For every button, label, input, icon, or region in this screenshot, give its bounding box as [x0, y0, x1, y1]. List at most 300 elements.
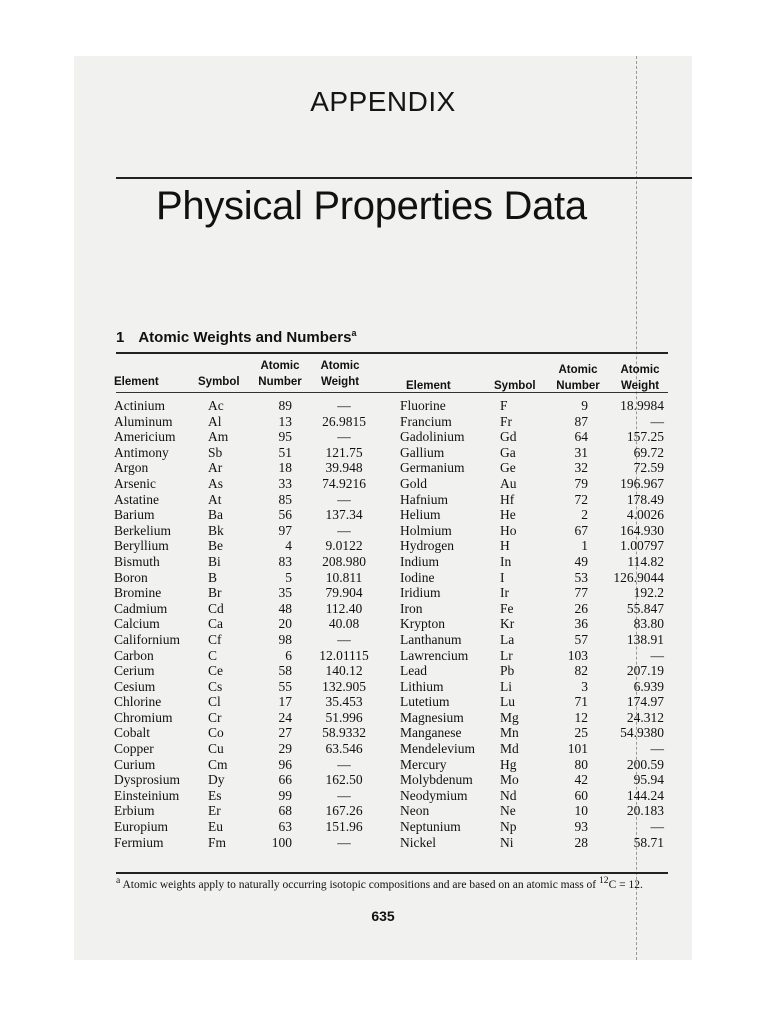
element-symbol-cell: B [208, 569, 218, 585]
atomic-number-cell: 58 [278, 663, 292, 679]
atomic-number-cell: 79 [574, 475, 588, 491]
element-symbol-cell: Fe [500, 600, 514, 616]
atomic-number-cell: 66 [278, 772, 292, 788]
footnote-isotope-mass: 12 [599, 875, 609, 886]
table-row [114, 414, 386, 430]
element-name-cell: Nickel [400, 834, 436, 850]
atomic-number-cell: 33 [278, 475, 292, 491]
table-row [114, 803, 386, 819]
atomic-number-cell: 18 [278, 460, 292, 476]
atomic-number-cell: 17 [278, 694, 292, 710]
table-row [114, 772, 386, 788]
atomic-weight-cell: 10.811 [325, 569, 363, 585]
atomic-number-cell: 96 [278, 756, 292, 772]
atomic-number-cell: 71 [574, 694, 588, 710]
element-name-cell: Calcium [114, 616, 160, 632]
element-name-cell: Beryllium [114, 538, 169, 554]
footnote-text: Atomic weights apply to naturally occurring isotopic compositions and are based on an atomic mass of [120, 878, 600, 891]
element-symbol-cell: F [500, 398, 508, 413]
atomic-weight-cell: 83.80 [633, 616, 664, 632]
element-name-cell: Einsteinium [114, 787, 180, 803]
header-rule [116, 392, 668, 393]
atomic-weight-cell: — [650, 819, 664, 835]
atomic-number-cell: 42 [574, 772, 588, 788]
element-symbol-cell: Mg [500, 709, 519, 725]
footnote-text-end: C = 12. [608, 878, 643, 891]
atomic-weight-cell: 162.50 [325, 772, 363, 788]
element-name-cell: Krypton [400, 616, 445, 632]
atomic-weight-cell: 114.82 [627, 553, 664, 569]
table-row [400, 616, 666, 632]
element-name-cell: Magnesium [400, 709, 464, 725]
table-row [400, 460, 666, 476]
element-symbol-cell: Lr [500, 647, 513, 663]
element-name-cell: Neodymium [400, 787, 468, 803]
header-atomic-weight-left: Atomic Weight [320, 360, 360, 388]
atomic-weight-cell: — [337, 756, 351, 772]
element-name-cell: Bismuth [114, 553, 160, 569]
element-symbol-cell: Es [208, 787, 222, 803]
table-row [400, 476, 666, 492]
atomic-weight-cell: 95.94 [633, 772, 664, 788]
table-row [114, 694, 386, 710]
atomic-weight-cell: — [650, 413, 664, 429]
atomic-number-cell: 53 [574, 569, 588, 585]
atomic-number-cell: 31 [574, 444, 588, 460]
atomic-weight-cell: 26.9815 [322, 413, 366, 429]
atomic-weight-cell: 35.453 [325, 694, 363, 710]
atomic-number-cell: 93 [574, 819, 588, 835]
element-name-cell: Lawrencium [400, 647, 469, 663]
atomic-weight-cell: — [337, 491, 351, 507]
header-symbol-left: Symbol [198, 376, 240, 388]
element-symbol-cell: Fm [208, 834, 227, 850]
element-name-cell: Dysprosium [114, 772, 181, 788]
atomic-number-cell: 5 [285, 569, 292, 585]
atomic-number-cell: 36 [574, 616, 588, 632]
table-row [114, 616, 386, 632]
element-symbol-cell: C [208, 647, 218, 663]
element-symbol-cell: Lu [500, 694, 515, 710]
table-row [400, 523, 666, 539]
element-name-cell: Carbon [114, 647, 154, 663]
atomic-weight-cell: 40.08 [328, 616, 360, 632]
atomic-number-cell: 3 [581, 678, 588, 694]
element-symbol-cell: Am [208, 429, 229, 445]
element-symbol-cell: As [208, 475, 224, 491]
atomic-number-cell: 77 [574, 585, 588, 601]
atomic-number-cell: 98 [278, 631, 292, 647]
atomic-weight-cell: 151.96 [325, 819, 363, 835]
table-row [114, 492, 386, 508]
table-row [400, 648, 666, 664]
table-row [114, 429, 386, 445]
atomic-number-cell: 4 [285, 538, 292, 554]
element-symbol-cell: Ge [500, 460, 516, 476]
atomic-weight-cell: 20.183 [626, 803, 664, 819]
element-symbol-cell: Ni [500, 834, 514, 850]
element-name-cell: Americium [114, 429, 176, 445]
element-symbol-cell: Er [208, 803, 221, 819]
atomic-number-cell: 82 [574, 663, 588, 679]
atomic-number-cell: 49 [574, 553, 588, 569]
atomic-weight-cell: 157.25 [626, 429, 664, 445]
header-symbol-right: Symbol [494, 380, 536, 392]
element-symbol-cell: Ir [500, 585, 509, 601]
atomic-weight-cell: — [650, 647, 664, 663]
atomic-weight-cell: 1.00797 [620, 538, 664, 554]
table-row [400, 663, 666, 679]
atomic-number-cell: 13 [278, 413, 292, 429]
element-symbol-cell: Ne [500, 803, 516, 819]
atomic-number-cell: 60 [574, 787, 588, 803]
element-symbol-cell: Md [500, 741, 519, 757]
element-symbol-cell: I [500, 569, 505, 585]
page-title: Physical Properties Data [156, 184, 587, 228]
atomic-weight-cell: 144.24 [626, 787, 664, 803]
table-row [400, 429, 666, 445]
atomic-number-cell: 83 [278, 553, 292, 569]
table-row [400, 585, 666, 601]
atomic-number-cell: 6 [285, 647, 292, 663]
atomic-number-cell: 12 [574, 709, 588, 725]
atomic-number-cell: 56 [278, 507, 292, 523]
element-symbol-cell: Cs [208, 678, 223, 694]
atomic-number-cell: 99 [278, 787, 292, 803]
element-symbol-cell: Cm [208, 756, 228, 772]
atomic-weight-cell: — [337, 522, 351, 538]
table-row [114, 663, 386, 679]
atomic-number-cell: 80 [574, 756, 588, 772]
atomic-number-cell: 9 [581, 398, 588, 413]
element-name-cell: Mercury [400, 756, 447, 772]
atomic-weight-cell: 6.939 [633, 678, 664, 694]
atomic-weight-cell: 63.546 [325, 741, 363, 757]
element-symbol-cell: Cl [208, 694, 221, 710]
element-symbol-cell: Hg [500, 756, 517, 772]
atomic-weight-cell: 126.9044 [613, 569, 664, 585]
table-row [400, 710, 666, 726]
table-row [400, 694, 666, 710]
element-name-cell: Francium [400, 413, 452, 429]
table-row [400, 398, 666, 414]
atomic-weight-cell: — [337, 787, 351, 803]
table-row [114, 725, 386, 741]
element-symbol-cell: Kr [500, 616, 515, 632]
table-row [114, 445, 386, 461]
table-row [114, 398, 386, 414]
element-name-cell: Neon [400, 803, 430, 819]
element-name-cell: Californium [114, 631, 180, 647]
header-atomic-number-left: Atomic Number [258, 360, 302, 388]
table-row [114, 601, 386, 617]
atomic-number-cell: 20 [278, 616, 292, 632]
footnote-marker: a [116, 875, 121, 886]
atomic-weight-cell: 74.9216 [322, 475, 366, 491]
atomic-weight-cell: 112.40 [325, 600, 363, 616]
element-name-cell: Berkelium [114, 522, 171, 538]
table-row [114, 523, 386, 539]
element-name-cell: Manganese [400, 725, 462, 741]
table-row [114, 648, 386, 664]
element-symbol-cell: Hf [500, 491, 515, 507]
atomic-number-cell: 97 [278, 522, 292, 538]
table-row [114, 819, 386, 835]
atomic-number-cell: 55 [278, 678, 292, 694]
atomic-number-cell: 35 [278, 585, 292, 601]
header-atomic-number-right: Atomic Number [556, 364, 600, 392]
element-symbol-cell: H [500, 538, 510, 554]
atomic-weight-cell: 12.01115 [319, 647, 369, 663]
table-row [114, 757, 386, 773]
element-name-cell: Hafnium [400, 491, 448, 507]
element-name-cell: Boron [114, 569, 148, 585]
atomic-weight-cell: 208.980 [322, 553, 366, 569]
element-symbol-cell: Li [500, 678, 512, 694]
element-symbol-cell: Dy [208, 772, 225, 788]
atomic-weight-cell: 58.71 [633, 834, 664, 850]
atomic-number-cell: 87 [574, 413, 588, 429]
section-heading [116, 328, 356, 346]
element-name-cell: Lithium [400, 678, 444, 694]
atomic-number-cell: 85 [278, 491, 292, 507]
atomic-weight-cell: 200.59 [626, 756, 664, 772]
element-symbol-cell: Bi [208, 553, 221, 569]
atomic-number-cell: 95 [278, 429, 292, 445]
element-name-cell: Germanium [400, 460, 465, 476]
atomic-number-cell: 2 [581, 507, 588, 523]
table-row [400, 757, 666, 773]
atomic-weight-cell: 69.72 [633, 444, 664, 460]
element-symbol-cell: Fr [500, 413, 513, 429]
atomic-weight-cell: 167.26 [325, 803, 363, 819]
element-name-cell: Cadmium [114, 600, 168, 616]
element-name-cell: Arsenic [114, 475, 156, 491]
atomic-weight-cell: — [337, 631, 351, 647]
atomic-table-left [114, 398, 386, 850]
element-name-cell: Holmium [400, 522, 452, 538]
element-symbol-cell: Mn [500, 725, 519, 741]
atomic-number-cell: 57 [574, 631, 588, 647]
atomic-number-cell: 72 [574, 491, 588, 507]
element-symbol-cell: Co [208, 725, 224, 741]
atomic-weight-cell: 121.75 [325, 444, 363, 460]
atomic-weight-cell: 79.904 [325, 585, 363, 601]
atomic-weight-cell: — [337, 429, 351, 445]
atomic-number-cell: 101 [567, 741, 588, 757]
element-name-cell: Iridium [400, 585, 441, 601]
table-row [114, 460, 386, 476]
element-symbol-cell: Ce [208, 663, 223, 679]
table-row [400, 538, 666, 554]
element-symbol-cell: Np [500, 819, 517, 835]
atomic-number-cell: 68 [278, 803, 292, 819]
element-name-cell: Helium [400, 507, 441, 523]
atomic-weight-cell: 18.9984 [620, 398, 664, 413]
atomic-weight-cell: 164.930 [620, 522, 664, 538]
atomic-weight-cell: — [650, 741, 664, 757]
element-symbol-cell: Nd [500, 787, 517, 803]
element-symbol-cell: Ac [208, 398, 224, 413]
document-page [74, 56, 692, 960]
table-row [114, 507, 386, 523]
table-row [400, 570, 666, 586]
table-row [400, 492, 666, 508]
atomic-number-cell: 48 [278, 600, 292, 616]
element-symbol-cell: Ca [208, 616, 223, 632]
table-row [400, 788, 666, 804]
table-row [400, 414, 666, 430]
section-number: 1 [116, 329, 125, 346]
element-name-cell: Fermium [114, 834, 164, 850]
element-symbol-cell: Ba [208, 507, 223, 523]
atomic-weight-cell: 72.59 [633, 460, 664, 476]
atomic-weight-cell: 137.34 [325, 507, 363, 523]
atomic-weight-cell: 132.905 [322, 678, 366, 694]
table-row [114, 788, 386, 804]
element-symbol-cell: Ga [500, 444, 516, 460]
element-name-cell: Gold [400, 475, 427, 491]
atomic-number-cell: 10 [574, 803, 588, 819]
page-number: 635 [371, 908, 395, 924]
section-footnote-marker: a [351, 328, 357, 338]
atomic-number-cell: 32 [574, 460, 588, 476]
element-name-cell: Gadolinium [400, 429, 465, 445]
atomic-weight-cell: 4.0026 [626, 507, 664, 523]
section-rule [116, 352, 668, 354]
table-row [400, 507, 666, 523]
atomic-weight-cell: 192.2 [633, 585, 664, 601]
element-name-cell: Iodine [400, 569, 435, 585]
element-name-cell: Antimony [114, 444, 169, 460]
element-symbol-cell: Cr [208, 709, 222, 725]
atomic-number-cell: 1 [581, 538, 588, 554]
element-symbol-cell: He [500, 507, 516, 523]
element-name-cell: Neptunium [400, 819, 461, 835]
atomic-number-cell: 29 [278, 741, 292, 757]
atomic-number-cell: 25 [574, 725, 588, 741]
element-name-cell: Indium [400, 553, 439, 569]
table-row [400, 632, 666, 648]
element-name-cell: Barium [114, 507, 155, 523]
atomic-weight-cell: 51.996 [325, 709, 363, 725]
title-rule [116, 177, 692, 179]
element-name-cell: Gallium [400, 444, 445, 460]
header-element-left: Element [114, 376, 159, 388]
atomic-number-cell: 64 [574, 429, 588, 445]
element-name-cell: Curium [114, 756, 156, 772]
table-row [114, 679, 386, 695]
table-row [400, 679, 666, 695]
table-row [400, 835, 666, 851]
element-name-cell: Cobalt [114, 725, 150, 741]
appendix-label: APPENDIX [310, 86, 456, 117]
header-element-right: Element [406, 380, 451, 392]
element-symbol-cell: Ar [208, 460, 223, 476]
table-row [400, 554, 666, 570]
element-symbol-cell: Ho [500, 522, 517, 538]
table-row [400, 725, 666, 741]
atomic-table-right [400, 398, 666, 850]
element-name-cell: Bromine [114, 585, 162, 601]
atomic-number-cell: 27 [278, 725, 292, 741]
footnote [116, 874, 682, 892]
element-name-cell: Lanthanum [400, 631, 462, 647]
atomic-number-cell: 89 [278, 398, 292, 413]
atomic-weight-cell: — [337, 398, 351, 413]
atomic-weight-cell: 58.9332 [322, 725, 366, 741]
element-name-cell: Copper [114, 741, 154, 757]
element-name-cell: Fluorine [400, 398, 446, 413]
atomic-weight-cell: 207.19 [626, 663, 664, 679]
table-row [114, 741, 386, 757]
element-symbol-cell: Be [208, 538, 223, 554]
atomic-number-cell: 103 [567, 647, 588, 663]
atomic-number-cell: 24 [278, 709, 292, 725]
atomic-number-cell: 63 [278, 819, 292, 835]
atomic-weight-cell: 24.312 [626, 709, 664, 725]
section-title: Atomic Weights and Numbers [138, 329, 352, 346]
element-symbol-cell: Br [208, 585, 222, 601]
element-symbol-cell: Eu [208, 819, 223, 835]
element-name-cell: Cesium [114, 678, 156, 694]
atomic-weight-cell: 138.91 [626, 631, 664, 647]
atomic-number-cell: 51 [278, 444, 292, 460]
atomic-number-cell: 67 [574, 522, 588, 538]
table-row [400, 819, 666, 835]
atomic-weight-cell: 39.948 [325, 460, 363, 476]
element-name-cell: Lead [400, 663, 427, 679]
table-row [400, 601, 666, 617]
element-symbol-cell: Mo [500, 772, 519, 788]
element-symbol-cell: Cd [208, 600, 224, 616]
element-symbol-cell: In [500, 553, 512, 569]
table-row [114, 835, 386, 851]
atomic-number-cell: 28 [574, 834, 588, 850]
table-row [114, 710, 386, 726]
element-name-cell: Aluminum [114, 413, 173, 429]
element-name-cell: Argon [114, 460, 149, 476]
element-name-cell: Mendelevium [400, 741, 475, 757]
table-row [114, 538, 386, 554]
element-symbol-cell: Pb [500, 663, 515, 679]
element-name-cell: Hydrogen [400, 538, 454, 554]
table-row [114, 632, 386, 648]
element-symbol-cell: Au [500, 475, 517, 491]
element-symbol-cell: At [208, 491, 222, 507]
element-name-cell: Erbium [114, 803, 155, 819]
atomic-weight-cell: 174.97 [626, 694, 664, 710]
table-row [400, 772, 666, 788]
atomic-weight-cell: 55.847 [626, 600, 664, 616]
atomic-weight-cell: 9.0122 [325, 538, 363, 554]
element-symbol-cell: Al [208, 413, 222, 429]
table-row [114, 476, 386, 492]
element-symbol-cell: Sb [208, 444, 223, 460]
atomic-number-cell: 100 [271, 834, 292, 850]
atomic-number-cell: 26 [574, 600, 588, 616]
element-symbol-cell: La [500, 631, 515, 647]
element-name-cell: Chromium [114, 709, 173, 725]
element-symbol-cell: Cu [208, 741, 224, 757]
element-name-cell: Molybdenum [400, 772, 473, 788]
table-row [400, 741, 666, 757]
atomic-weight-cell: — [337, 834, 351, 850]
table-row [114, 585, 386, 601]
element-symbol-cell: Cf [208, 631, 222, 647]
atomic-weight-cell: 196.967 [620, 475, 664, 491]
element-name-cell: Astatine [114, 491, 159, 507]
